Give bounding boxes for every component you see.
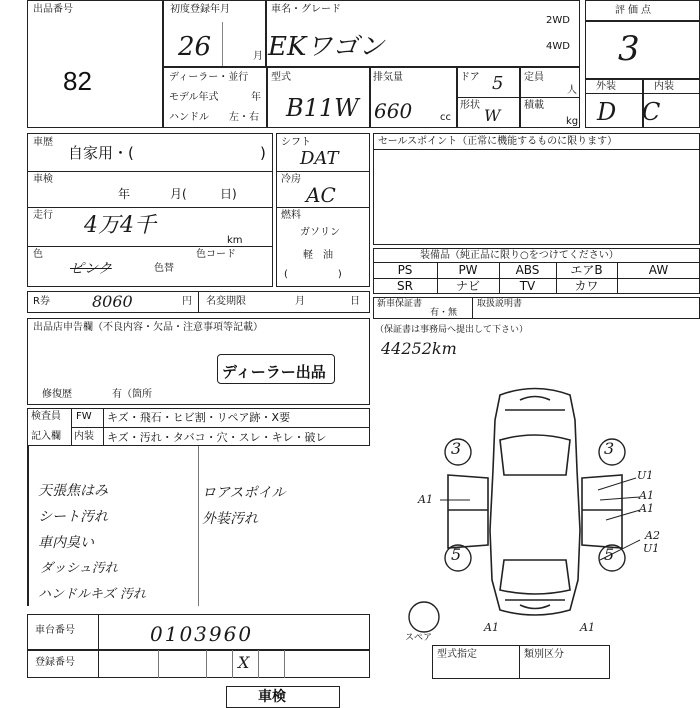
- warranty-mileage: 44252km: [381, 339, 457, 358]
- history-value: 自家用・(: [68, 144, 134, 162]
- dealer-stamp-text: ディーラー出品: [222, 363, 326, 381]
- handle-label: ハンドル: [169, 112, 209, 123]
- plate-label: 登録番号: [35, 657, 75, 668]
- interior-label: 内装: [654, 81, 674, 92]
- color-change-label: 色替: [154, 263, 174, 274]
- note-left-5: ハンドルキズ 汚れ: [38, 587, 146, 602]
- interior-grade: C: [642, 98, 661, 126]
- color-value: ピンク: [70, 261, 112, 277]
- drive-4wd: 4WD: [546, 41, 570, 52]
- diagram-tire-rr: 5: [604, 545, 615, 564]
- dealer-label: ディーラー・並行: [169, 72, 249, 83]
- history-label: 車歴: [33, 137, 53, 148]
- displacement-unit: cc: [440, 112, 451, 123]
- score-value: 3: [618, 29, 640, 69]
- note-left-3: 車内臭い: [38, 535, 94, 551]
- inspection-month: 月(: [170, 187, 187, 201]
- score-label: 評価点: [615, 5, 654, 16]
- aircon-label: 冷房: [281, 174, 301, 185]
- equip-aw: AW: [648, 263, 669, 277]
- mileage-unit: km: [227, 235, 243, 246]
- rear-bumper: [520, 605, 550, 609]
- spare-label: スペア: [405, 633, 433, 643]
- sales-point-label: セールスポイント（正常に機能するものに限ります）: [378, 136, 618, 147]
- warranty-note: （保証書は事務局へ提出して下さい）: [375, 325, 529, 335]
- type-designation-label: 型式指定: [437, 649, 477, 660]
- inspection-day: 日): [220, 187, 237, 201]
- shape-label: 形状: [460, 100, 480, 111]
- right-door-panel: [582, 475, 622, 548]
- model-year-label: モデル年式: [169, 92, 219, 103]
- equip-ps: PS: [397, 263, 413, 277]
- fuel-label: 燃料: [281, 210, 301, 221]
- plate-value: X: [238, 653, 250, 672]
- fuel-diesel: 軽 油: [303, 250, 333, 261]
- bottom-stamp-label: 車検: [258, 689, 286, 705]
- diagram-mark-u1-b: U1: [643, 542, 660, 555]
- equip-airbag: エアB: [570, 263, 603, 277]
- diagram-tire-fl: 3: [451, 439, 462, 458]
- equip-navi: ナビ: [455, 279, 480, 293]
- inspector-fw: FW: [76, 411, 92, 422]
- car-rear-window: [500, 560, 570, 594]
- color-code-label: 色コード: [196, 249, 236, 260]
- diagram-mark-a2: A2: [645, 529, 660, 542]
- lot-number-value: 82: [63, 66, 92, 96]
- recycle-value: 8060: [92, 292, 133, 311]
- displacement-value: 660: [374, 99, 413, 123]
- equip-leather: カワ: [574, 279, 599, 293]
- notes-label: 出品店申告欄（不良内容・欠品・注意事項等記載）: [33, 322, 263, 333]
- diagram-mark-a1-e: A1: [580, 621, 595, 634]
- diagram-mark-u1-a: U1: [637, 469, 654, 482]
- repair-label: 修復歴: [42, 389, 72, 400]
- aircon-value: AC: [306, 183, 336, 207]
- plate-box: [27, 650, 370, 678]
- note-left-4: ダッシュ汚れ: [40, 561, 118, 576]
- warranty-label: 新車保証書: [377, 299, 423, 309]
- reg-date-month-unit: 月: [253, 51, 263, 62]
- warranty-value: 有・無: [430, 308, 458, 318]
- fuel-paren: ( ): [284, 269, 342, 280]
- inspector-interior: 内装: [74, 431, 94, 442]
- front-bumper: [520, 397, 550, 401]
- color-label: 色: [33, 249, 43, 260]
- shift-label: シフト: [281, 137, 311, 148]
- shift-value: DAT: [300, 148, 339, 169]
- mileage-value: 4万4千: [84, 213, 156, 238]
- lot-number-label: 出品番号: [33, 4, 73, 15]
- car-body-outline: [490, 389, 580, 616]
- chassis-value: 0103960: [150, 622, 254, 646]
- name-change-label: 名変期限: [206, 296, 246, 307]
- car-windshield: [500, 435, 570, 475]
- capacity-unit: 人: [567, 85, 577, 96]
- note-left-2: シート汚れ: [38, 509, 108, 525]
- equip-pw: PW: [458, 263, 478, 277]
- displacement-label: 排気量: [373, 72, 403, 83]
- door-label: ドア: [460, 72, 480, 83]
- model-year-unit: 年: [251, 92, 261, 103]
- note-right-1: ロアスポイル: [202, 485, 286, 501]
- diagram-mark-a1-c: A1: [418, 493, 433, 506]
- door-value: 5: [492, 73, 504, 94]
- note-right-2: 外装汚れ: [202, 511, 258, 527]
- diagram-tire-rl: 5: [451, 545, 462, 564]
- class-label: 類別区分: [524, 649, 564, 660]
- handle-value: 左・右: [229, 112, 259, 123]
- capacity-label: 定員: [524, 72, 544, 83]
- reg-date-label: 初度登録年月: [170, 4, 230, 15]
- chassis-label: 車台番号: [35, 625, 75, 636]
- inspection-year: 年: [118, 187, 131, 201]
- mileage-label: 走行: [33, 210, 53, 221]
- diagram-mark-a1-a: A1: [639, 489, 654, 502]
- inspection-label: 車検: [33, 174, 53, 185]
- inspector-fw-items: キズ・飛石・ヒビ割・リペア跡・X要: [107, 411, 291, 424]
- recycle-label: R券: [33, 296, 50, 307]
- note-left-1: 天張焦はみ: [38, 483, 108, 499]
- diagram-mark-a1-d: A1: [484, 621, 499, 634]
- exterior-grade: D: [597, 98, 617, 126]
- diagram-mark-a1-b: A1: [639, 502, 654, 515]
- spare-tire: [409, 602, 439, 632]
- load-label: 積載: [524, 100, 544, 111]
- fuel-gasoline: ガソリン: [300, 227, 340, 238]
- drive-2wd: 2WD: [546, 15, 570, 26]
- equip-tv: TV: [519, 279, 536, 293]
- equipment-label: 装備品（純正品に限り○をつけてください）: [420, 250, 619, 261]
- equip-abs: ABS: [515, 263, 540, 277]
- reg-date-year: 26: [178, 32, 212, 62]
- load-unit: kg: [566, 116, 579, 127]
- name-change-month: 月: [295, 296, 305, 307]
- history-close: ): [260, 144, 266, 162]
- model-label: 型式: [271, 72, 291, 83]
- equip-sr: SR: [397, 279, 413, 293]
- name-change-day: 日: [350, 296, 360, 307]
- inspector-row1: 検査員: [31, 411, 61, 422]
- inspector-interior-items: キズ・汚れ・タバコ・穴・スレ・キレ・破レ: [107, 431, 327, 444]
- recycle-unit: 円: [182, 296, 192, 307]
- inspector-row2: 記入欄: [31, 431, 61, 442]
- car-name-value: EKワゴン: [268, 32, 385, 62]
- left-door-panel: [448, 475, 488, 548]
- model-value: B11W: [286, 94, 359, 122]
- repair-value: 有（箇所: [112, 389, 152, 400]
- diagram-tire-fr: 3: [604, 439, 615, 458]
- exterior-label: 外装: [596, 81, 616, 92]
- car-name-label: 車名・グレード: [271, 4, 341, 15]
- shape-value: W: [484, 106, 501, 125]
- manual-label: 取扱説明書: [477, 299, 523, 309]
